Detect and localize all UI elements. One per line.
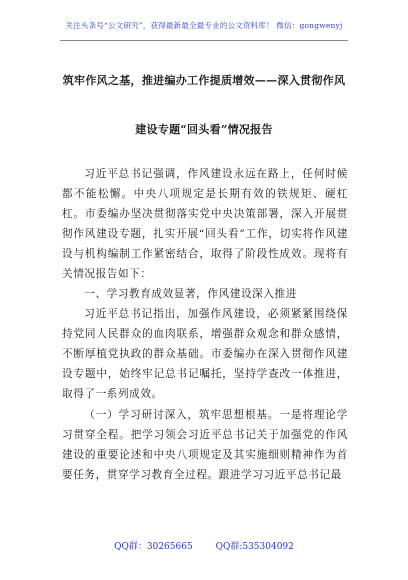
footer-qq-group-1: QQ群：30265665 <box>114 542 193 552</box>
footer-contacts <box>0 539 408 552</box>
document-body <box>62 164 348 485</box>
document-title-line-1: 筑牢作风之基，推进编办工作提质增效——深入贯彻作风 <box>62 74 346 87</box>
document-title-line-2: 建设专题“回头看”情况报告 <box>135 123 273 136</box>
section-heading-1: 一、学习教育成效显著，作风建设深入推进 <box>84 288 297 300</box>
body-paragraph-intro: 习近平总书记强调，作风建设永远在路上，任何时候都不能松懈。中央八项规定是长期有效的铁规矩、硬杠杠。市委编办坚决贯彻落实党中央决策部署，深入开展贯彻作风建设专题，扎实开展“回头看”工作，切实将作风建设与机构编制工作紧密结合，取得了阶段性成效。现将有关情况报告如下： <box>62 168 348 280</box>
body-paragraph-section-1: 习近平总书记指出，加强作风建设，必须紧紧围绕保持党同人民群众的血肉联系，增强群众观念和群众感情，不断厚植党执政的群众基础。市委编办在深入贯彻作风建设专题中，始终牢记总书记嘱托，坚持学查改一体推进，取得了一系列成效。 <box>62 308 348 400</box>
header-note: 关注头条号“公文研究”，获得最新最全最专业的公文资料库！ 微信：gongwenyj <box>65 21 343 30</box>
body-paragraph-subsection-1: （一）学习研讨深入，筑牢思想根基。一是将理论学习贯穿全程。把学习领会习近平总书记关于加强党的作风建设的重要论述和中央八项规定及其实施细则精神作为首要任务，贯穿学习教育全过程。跟进学习习近平总书记最 <box>62 409 348 481</box>
header-divider <box>60 40 348 41</box>
footer-qq-group-2: QQ群:535304092 <box>215 542 294 552</box>
